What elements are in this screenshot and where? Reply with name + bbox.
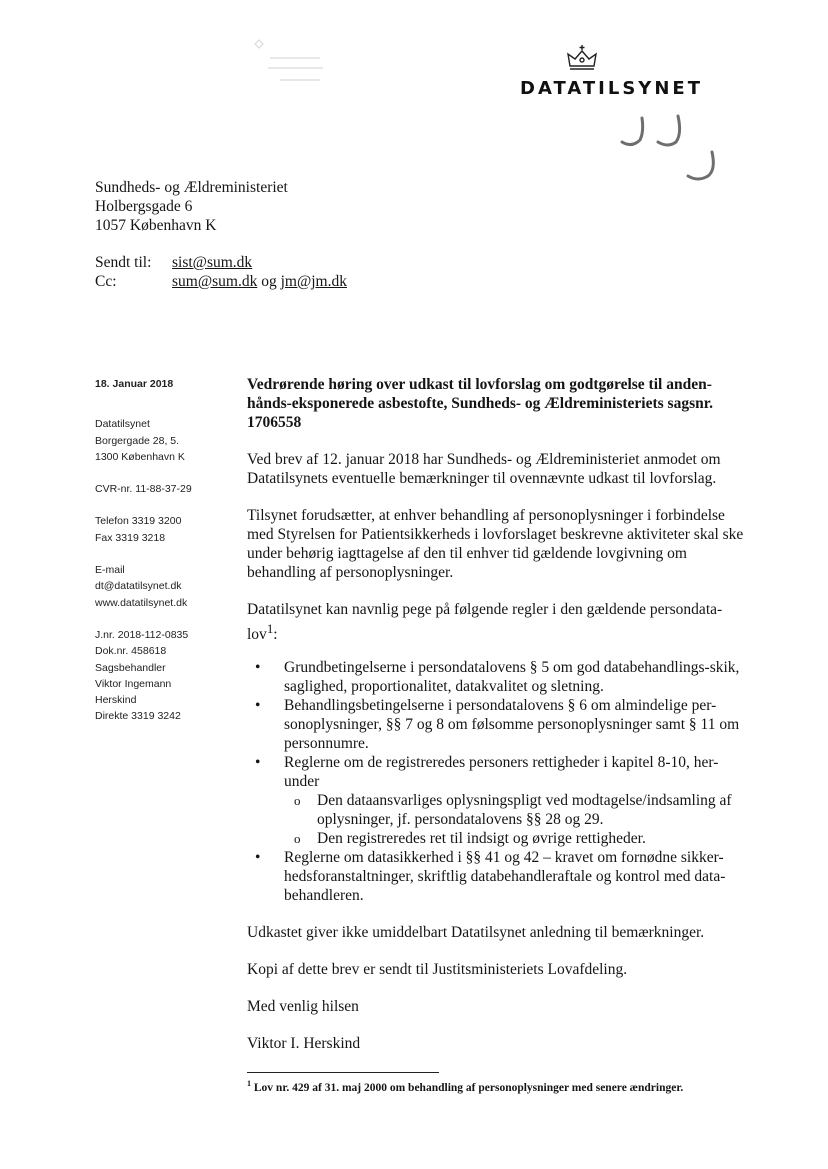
- cc-emails: [172, 273, 347, 291]
- footnote-divider: [247, 1072, 439, 1073]
- sub-bullet-icon: o: [294, 793, 301, 809]
- paragraph-text: Datatilsynet kan navnlig pege på følgende regler i den gældende persondata-lov: [247, 601, 723, 644]
- sub-list-item-text: Den dataansvarliges oplysningspligt ved modtagelse/indsamling af oplysninger, jf. persondatalovens §§ 28 og 29.: [317, 792, 732, 829]
- sent-to-email-link[interactable]: sist@sum.dk: [172, 254, 253, 271]
- signature: Viktor I. Herskind: [247, 1035, 361, 1053]
- handler-label: Sagsbehandler: [95, 661, 166, 674]
- crown-icon: [566, 44, 598, 74]
- list-item: [247, 658, 747, 696]
- cc-joiner: og: [261, 273, 277, 290]
- footnote: [247, 1079, 683, 1094]
- paragraph: Kopi af dette brev er sendt til Justitsministeriets Lovafdeling.: [247, 961, 628, 979]
- sender-email: dt@datatilsynet.dk: [95, 580, 182, 593]
- sub-list-item: [247, 829, 747, 848]
- handler-name: Herskind: [95, 694, 137, 707]
- sender-org: Datatilsynet: [95, 418, 150, 431]
- list-item-text: Reglerne om de registreredes personers rettigheder i kapitel 8-10, her-under: [284, 754, 719, 791]
- footnote-text: Lov nr. 429 af 31. maj 2000 om behandling af personoplysninger med senere ændringer.: [253, 1081, 684, 1094]
- letter-body: [247, 375, 747, 1071]
- paragraph-colon: :: [273, 626, 278, 644]
- bullet-icon: •: [255, 849, 261, 867]
- list-item-text: Reglerne om datasikkerhed i §§ 41 og 42 – kravet om fornødne sikker-hedsforanstaltninger, skriftlig databehandleraftale og kontrol med data-behandleren.: [284, 849, 726, 905]
- sub-bullet-icon: o: [294, 831, 301, 847]
- journal-number: J.nr. 2018-112-0835: [95, 628, 189, 641]
- bullet-icon: •: [255, 697, 261, 715]
- paragraph: Ved brev af 12. januar 2018 har Sundheds- og Ældreministeriet anmodet om Datatilsynets eventuelle bemærkninger til ovennævnte udkast til lovforslag.: [247, 451, 721, 487]
- handler-name: Viktor Ingemann: [95, 677, 172, 690]
- footnote-ref: 1: [266, 621, 274, 636]
- direct-phone: Direkte 3319 3242: [95, 710, 181, 723]
- stamp-icon: [240, 38, 350, 98]
- closing: Med venlig hilsen: [247, 998, 359, 1016]
- paragraph: Tilsynet forudsætter, at enhver behandling af personoplysninger i forbindelse med Styrelsen for Patientsikkerheds i lovforslaget beskrevne aktiviteter skal ske under behørig iagttagelse af den til enhver tid gældende lovgivning om behandling af personoplysninger.: [247, 507, 744, 581]
- cc-label: Cc:: [95, 273, 117, 290]
- recipient-address: [95, 178, 288, 235]
- sender-info-column: [95, 376, 235, 725]
- sender-website: www.datatilsynet.dk: [95, 596, 188, 609]
- list-item: [247, 753, 747, 791]
- paragraph: [247, 600, 747, 644]
- sub-list-item-text: Den registreredes ret til indsigt og øvrige rettigheder.: [317, 830, 646, 848]
- paragraph: Udkastet giver ikke umiddelbart Datatilsynet anledning til bemærkninger.: [247, 924, 705, 942]
- list-item: [247, 848, 747, 905]
- handwritten-initials-icon: [610, 112, 730, 192]
- bullet-list: [247, 654, 747, 905]
- recipient-line: Sundheds- og Ældreministeriet: [95, 179, 288, 196]
- footnote-mark: 1: [247, 1079, 251, 1088]
- recipient-line: Holbergsgade 6: [95, 198, 193, 215]
- cvr-number: CVR-nr. 11-88-37-29: [95, 483, 192, 496]
- letter-subject: Vedrørende høring over udkast til lovforslag om godtgørelse til anden-hånds-eksponerede asbestofte, Sundheds- og Ældreministeriets sagsnr. 1706558: [247, 376, 714, 431]
- cc-email-link[interactable]: jm@jm.dk: [280, 273, 347, 290]
- sub-list-item: [247, 791, 747, 829]
- email-label: E-mail: [95, 564, 125, 577]
- letter-date: 18. Januar 2018: [95, 378, 174, 390]
- document-number: Dok.nr. 458618: [95, 645, 167, 658]
- cc-email-link[interactable]: sum@sum.dk: [172, 273, 258, 290]
- list-item: [247, 696, 747, 753]
- sent-to-label: Sendt til:: [95, 254, 152, 271]
- brand-name: DATATILSYNET: [520, 78, 703, 99]
- recipient-line: 1057 København K: [95, 217, 217, 234]
- list-item-text: Grundbetingelserne i persondatalovens § 5 om god databehandlings-skik, saglighed, proportionalitet, datakvalitet og sletning.: [284, 659, 740, 696]
- bullet-icon: •: [255, 659, 261, 677]
- fax-number: Fax 3319 3218: [95, 531, 166, 544]
- sender-street: Borgergade 28, 5.: [95, 434, 180, 447]
- list-item-text: Behandlingsbetingelserne i persondatalovens § 6 om almindelige per-sonoplysninger, §§ 7 og 8 om følsomme personoplysninger samt § 11 om personnumre.: [284, 697, 740, 753]
- phone-number: Telefon 3319 3200: [95, 515, 182, 528]
- sender-city: 1300 København K: [95, 450, 185, 463]
- bullet-icon: •: [255, 754, 261, 772]
